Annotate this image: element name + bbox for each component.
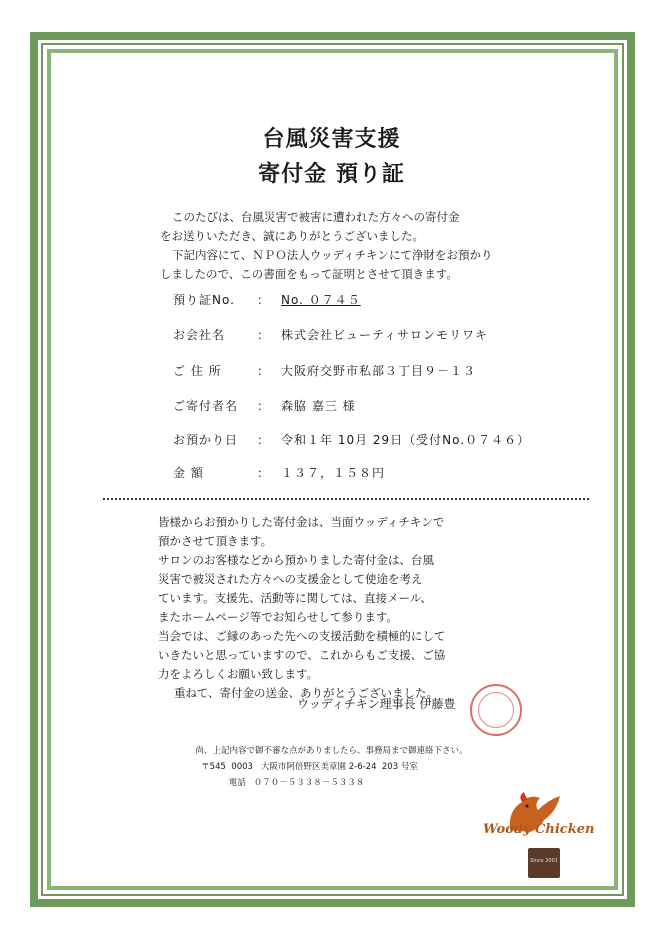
logo-text: Woody Chicken xyxy=(483,822,595,837)
title-line-2: 寄付金 預り証 xyxy=(258,161,405,187)
red-seal-stamp xyxy=(470,684,522,736)
field-value: 株式会社ビューティサロンモリワキ xyxy=(281,328,489,342)
body-line-2: 預かさせて頂きます。 xyxy=(158,534,273,548)
intro-line-2: をお送りいただき、誠にありがとうございました。 xyxy=(160,229,425,243)
logo-pedestal xyxy=(528,848,560,878)
body-line-9: 力をよろしくお願い致します。 xyxy=(158,667,319,681)
field-label: 金 額 xyxy=(173,466,204,480)
field-value: 大阪府交野市私部３丁目９－１３ xyxy=(281,364,477,378)
footer-note: 尚、上記内容で御不審な点がありましたら、事務局まで御連絡下さい。 xyxy=(195,746,468,756)
body-line-8: いきたいと思っていますので、これからもご支援、ご協 xyxy=(158,648,446,662)
field-colon: ： xyxy=(257,293,270,307)
body-line-7: 当会では、ご縁のあった先への支援活動を積極的にして xyxy=(158,629,446,643)
field-value: 令和１年 10月 29日（受付No.０７４６） xyxy=(281,433,531,447)
intro-line-4: しましたので、この書面をもって証明とさせて頂きます。 xyxy=(160,267,458,281)
field-colon: ： xyxy=(257,364,270,378)
title-line-1: 台風災害支援 xyxy=(262,126,401,152)
seal-inner-ring xyxy=(478,692,514,728)
body-line-1: 皆様からお預かりした寄付金は、当面ウッディチキンで xyxy=(158,515,445,529)
logo-since-text: Since 2001 xyxy=(530,858,558,864)
field-value: No. ０７４５ xyxy=(281,293,361,307)
body-line-10: 重ねて、寄付金の送金、ありがとうございました。 xyxy=(174,686,438,700)
dotted-divider xyxy=(103,498,589,500)
body-line-3: サロンのお客様などから預かりました寄付金は、台風 xyxy=(158,553,434,567)
field-value: 森脇 嘉三 様 xyxy=(281,399,356,413)
body-line-5: ています。支援先、活動等に関しては、直接メール、 xyxy=(158,591,432,605)
field-colon: ： xyxy=(257,328,270,342)
field-value: １３７，１５８円 xyxy=(281,466,386,480)
body-line-4: 災害で被災された方々への支援金として使途を考え xyxy=(158,572,423,586)
field-label: ご寄付者名 xyxy=(173,399,239,413)
body-line-6: またホームページ等でお知らせして参ります。 xyxy=(158,610,399,624)
field-label: 預り証No. xyxy=(173,293,235,307)
intro-line-1: このたびは、台風災害で被害に遭われた方々への寄付金 xyxy=(172,210,460,224)
field-label: お預かり日 xyxy=(173,433,239,447)
intro-line-3: 下記内容にて、ＮＰＯ法人ウッディチキンにて浄財をお預かり xyxy=(172,248,493,262)
footer-address: 〒545 0003 大阪市阿倍野区美章園 2-6-24 203 号室 xyxy=(201,762,418,772)
field-label: お会社名 xyxy=(173,328,226,342)
field-colon: ： xyxy=(257,466,270,480)
field-colon: ： xyxy=(257,399,270,413)
field-label: ご 住 所 xyxy=(173,364,222,378)
field-colon: ： xyxy=(257,433,270,447)
footer-phone: 電話 ０７０－５３３８－５３３８ xyxy=(228,778,365,788)
signature: ウッディチキン理事長 伊藤豊 xyxy=(297,697,456,711)
